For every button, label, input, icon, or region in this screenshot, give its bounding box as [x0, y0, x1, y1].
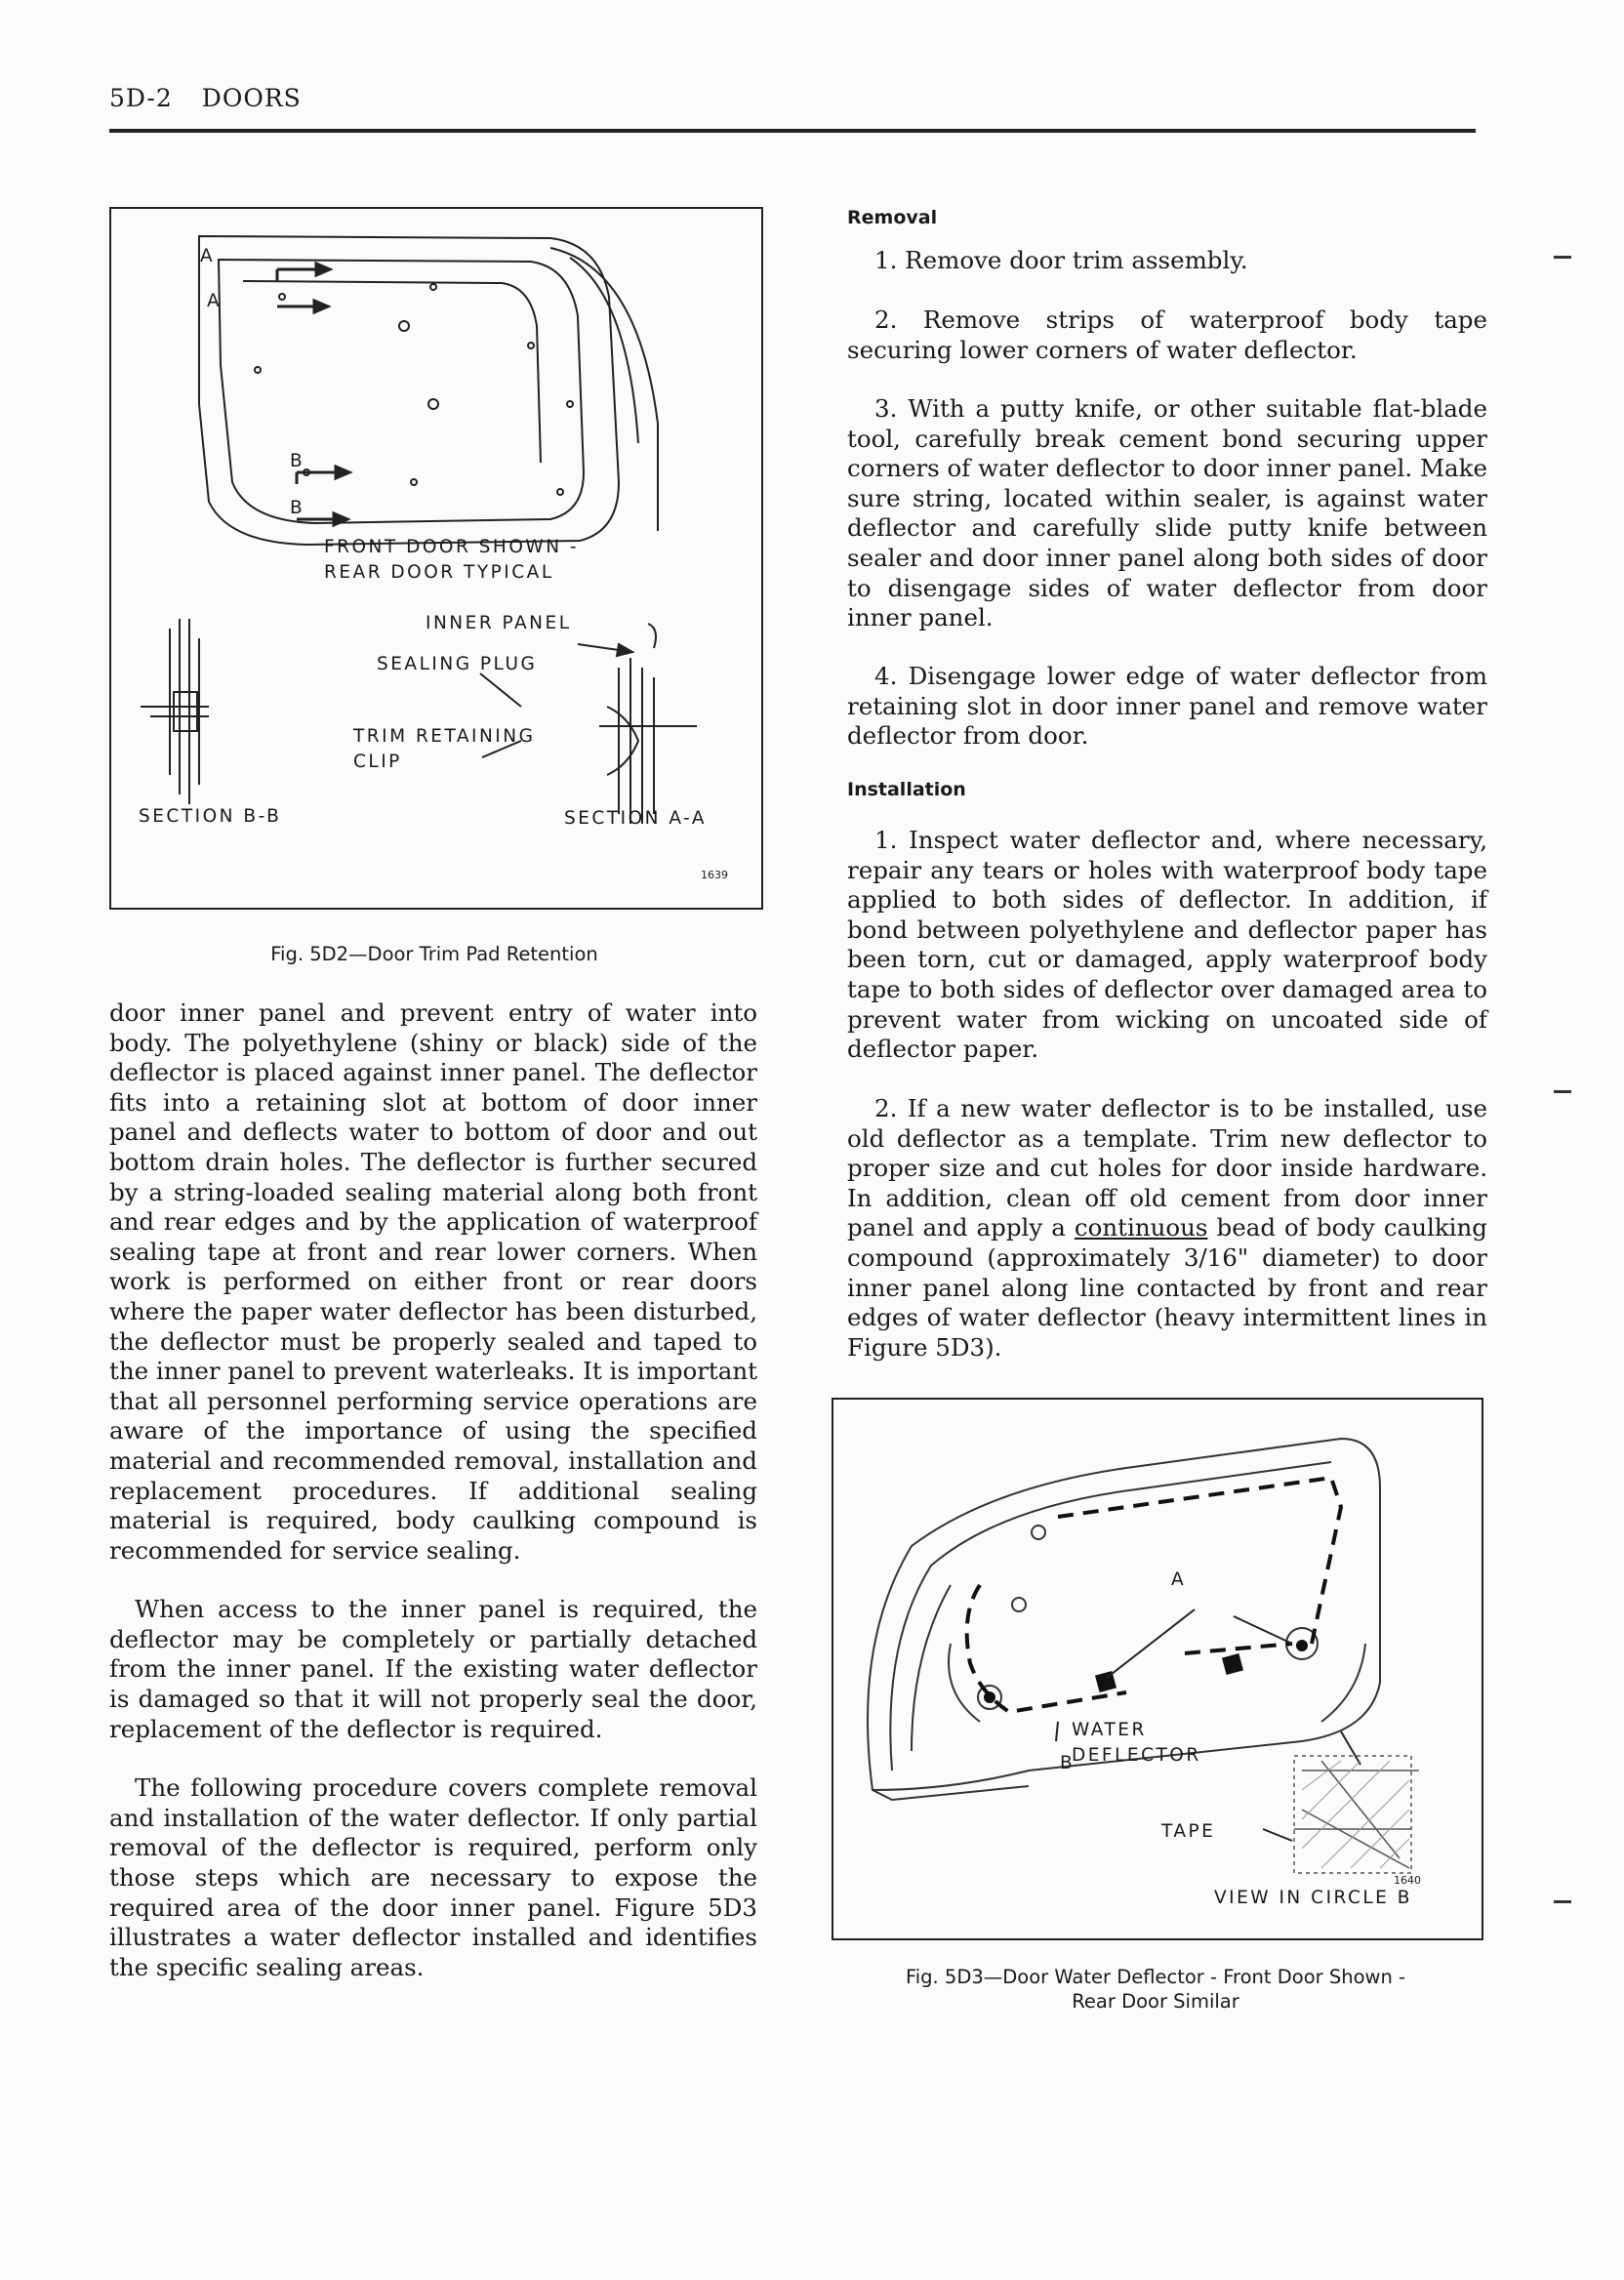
- removal-step-3: 3. With a putty knife, or other suitable flat-blade tool, carefully break cement bond securing upper corners of water deflector to door inner panel. Make sure string, located within sealer, is against water deflector and carefully slide putty knife between sealer and door inner panel along both sides of door to disengage sides of water deflector from door inner panel.: [847, 394, 1487, 632]
- label-water: WATER: [1072, 1720, 1147, 1740]
- label-clip: CLIP: [353, 752, 402, 772]
- label-inner-panel: INNER PANEL: [426, 613, 572, 633]
- label-b-upper: B: [290, 451, 305, 471]
- installation-step-2: 2. If a new water deflector is to be installed, use old deflector as a template. Trim new deflector to proper size and cut holes for door inside hardware. In addition, clean off old cement from door inner panel and apply a continuous bead of body caulking compound (approximately 3/16" diameter) to door inner panel along line contacted by front and rear edges of water deflector (heavy intermittent lines in Figure 5D3).: [847, 1094, 1487, 1362]
- paragraph-deflector: door inner panel and prevent entry of water into body. The polyethylene (shiny or black) side of the deflector is placed against inner panel. The deflector fits into a retaining slot at bottom of door inner panel and deflects water to bottom of door and out bottom drain holes. The deflector is further secured by a string-loaded sealing material along both front and rear edges and by the application of waterproof sealing tape at front and rear lower corners. When work is performed on either front or rear doors where the paper water deflector has been disturbed, the deflector must be properly sealed and taped to the inner panel to prevent waterleaks. It is important that all personnel performing service operations are aware of the importance of using the specified material and recommended removal, installation and replacement procedures. If additional sealing material is required, body caulking compound is recommended for service sealing.: [109, 998, 757, 1565]
- door-trim-illustration: [111, 209, 761, 908]
- figure-number: 1639: [701, 869, 728, 881]
- label-deflector: DEFLECTOR: [1072, 1745, 1201, 1766]
- figure-5d3-caption: Fig. 5D3—Door Water Deflector - Front Door Shown - Rear Door Similar: [905, 1966, 1406, 2013]
- removal-step-1: 1. Remove door trim assembly.: [874, 246, 1248, 274]
- left-column: [109, 998, 757, 1982]
- margin-mark: [1554, 1090, 1571, 1093]
- label-a-lower: A: [207, 291, 223, 311]
- removal-step-4: 4. Disengage lower edge of water deflector from retaining slot in door inner panel and remove water deflector from door.: [847, 662, 1487, 751]
- page-header: [109, 84, 331, 112]
- label-front-door: FRONT DOOR SHOWN -: [324, 537, 580, 557]
- figure-5d2: [109, 207, 763, 910]
- label-b-lower: B: [290, 498, 305, 518]
- label-a: A: [1171, 1569, 1187, 1590]
- figure-5d3: [832, 1398, 1483, 1940]
- label-trim-retaining: TRIM RETAINING: [353, 726, 536, 747]
- label-section-bb: SECTION B-B: [139, 806, 282, 827]
- removal-step-2: 2. Remove strips of waterproof body tape securing lower corners of water deflector.: [847, 305, 1487, 364]
- label-tape: TAPE: [1161, 1821, 1216, 1842]
- header-rule: [109, 129, 1476, 133]
- installation-step-1: 1. Inspect water deflector and, where necessary, repair any tears or holes with waterproof body tape applied to both sides of deflector. In addition, if bond between polyethylene and deflector paper has been torn, cut or damaged, apply waterproof body tape to both sides of deflector over damaged area to prevent water from wicking on uncoated side of deflector paper.: [847, 826, 1487, 1064]
- label-sealing-plug: SEALING PLUG: [377, 654, 538, 674]
- margin-mark: [1554, 1900, 1571, 1903]
- paragraph-access: When access to the inner panel is required, the deflector may be completely or partially detached from the inner panel. If the existing water deflector is damaged so that it will not properly seal the door, replacement of the deflector is required.: [109, 1595, 757, 1743]
- label-b: B: [1060, 1753, 1076, 1773]
- installation-heading: Installation: [847, 779, 966, 800]
- removal-heading: Removal: [847, 207, 938, 228]
- section-title: DOORS: [201, 84, 302, 112]
- figure-5d2-caption: Fig. 5D2—Door Trim Pad Retention: [270, 943, 598, 965]
- label-view-circle-b: VIEW IN CIRCLE B: [1214, 1888, 1412, 1908]
- label-a-upper: A: [200, 246, 216, 266]
- label-section-aa: SECTION A-A: [564, 808, 708, 829]
- label-rear-door: REAR DOOR TYPICAL: [324, 562, 554, 583]
- paragraph-procedure: The following procedure covers complete removal and installation of the water deflector. If only partial removal of the deflector is required, perform only those steps which are necessary to expose the required area of the door inner panel. Figure 5D3 illustrates a water deflector installed and identifies the specific sealing areas.: [109, 1773, 757, 1981]
- figure-number: 1640: [1394, 1874, 1421, 1887]
- section-number: 5D-2: [109, 84, 173, 112]
- water-deflector-illustration: [833, 1400, 1482, 1938]
- margin-mark: [1554, 256, 1571, 259]
- emphasis-continuous: continuous: [1074, 1213, 1208, 1242]
